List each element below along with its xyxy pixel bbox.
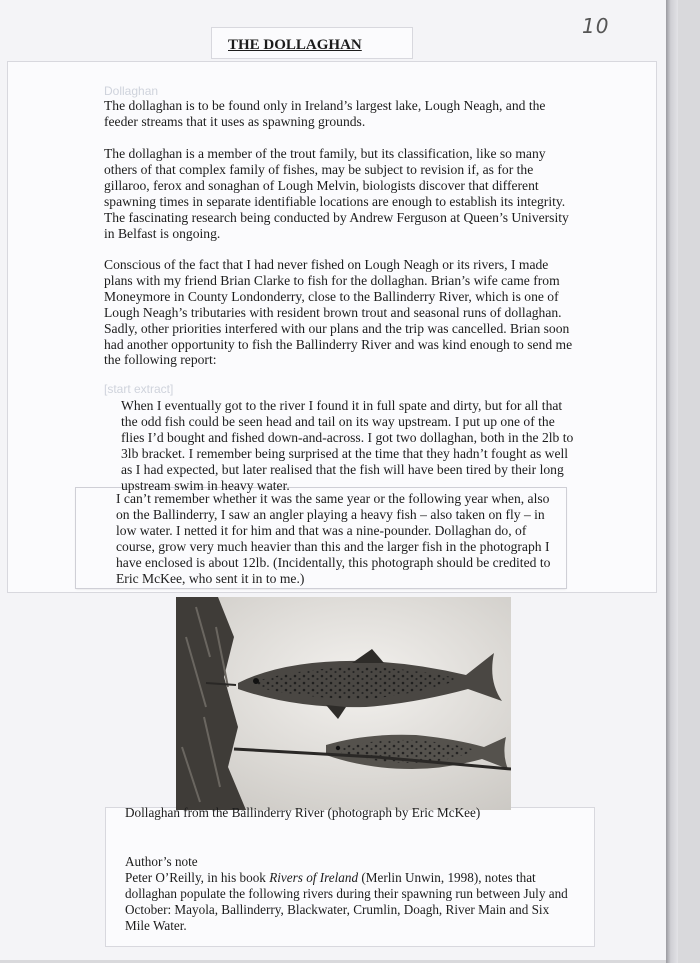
extract-part-one: When I eventually got to the river I found it in full spate and dirty, but for all that the odd fish could be seen head and tail on its way upstream. I put up one of the flies I’d bought and fished down-and-across. I got two dollaghan, both in the 2lb to 3lb bracket. I remember being surprised at the time that they hadn’t fought as well as I had expected, but later realised that the fish will have been tired by their long upstream swim in heavy water. bbox=[121, 398, 574, 493]
page-number: 10 bbox=[582, 14, 610, 38]
authors-note-text-after: (Merlin Unwin, 1998), notes that dollaghan populate the following rivers during their spawning run between July and October: Mayola, Ballinderry, Blackwater, Crumlin, Doagh, River Main and Six Mile Water. bbox=[125, 870, 568, 933]
extract-part-two: I can’t remember whether it was the same year or the following year when, also on the Ballinderry, I saw an angler playing a heavy fish – also taken on fly – in low water. I netted it for him and that was a nine-pounder. Dollaghan do, of course, grow very much heavier than this and the larger fish in the photograph I have enclosed is about 12lb. (Incidentally, this photograph should be credited to Eric McKee, who sent it in to me.) bbox=[116, 491, 551, 586]
page-title: THE DOLLAGHAN bbox=[228, 37, 362, 53]
paragraph-classification: The dollaghan is a member of the trout family, but its classification, like so many others of that complex family of fishes, may be subject to revision if, as for the gillaroo, ferox and sonaghan of Lough Melvin, biologists discover that different spawning times in separate identifiable locations are enough to establish its integrity. The fascinating research being conducted by Andrew Ferguson at Queen’s University in Belfast is ongoing. bbox=[104, 146, 569, 241]
paragraph-intro: The dollaghan is to be found only in Ireland’s largest lake, Lough Neagh, and the feeder streams that it uses as spawning grounds. bbox=[104, 98, 546, 129]
fish-photo-drawing bbox=[176, 597, 511, 810]
authors-note-heading: Author’s note bbox=[125, 854, 198, 869]
paragraph-plans: Conscious of the fact that I had never fished on Lough Neagh or its rivers, I made plans with my friend Brian Clarke to fish for the dollaghan. Brian’s wife came from Moneymore in County Londonderry, close to the Ballinderry River, which is one of Lough Neagh’s tributaries with resident brown trout and seasonal runs of dollaghan. Sadly, other priorities interfered with our plans and the trip was cancelled. Brian soon had another opportunity to fish the Ballinderry River and was kind enough to send me the following report: bbox=[104, 257, 573, 368]
authors-note-text-before: Peter O’Reilly, in his book bbox=[125, 870, 270, 885]
ghost-heading-label: Dollaghan bbox=[104, 84, 159, 98]
fish-photograph bbox=[176, 597, 511, 810]
photo-caption: Dollaghan from the Ballinderry River (photograph by Eric McKee) bbox=[125, 805, 481, 820]
book-title: Rivers of Ireland bbox=[269, 870, 359, 885]
page-edge-shadow bbox=[666, 0, 678, 963]
authors-note bbox=[125, 854, 577, 934]
ghost-extract-label: [start extract] bbox=[104, 382, 174, 396]
